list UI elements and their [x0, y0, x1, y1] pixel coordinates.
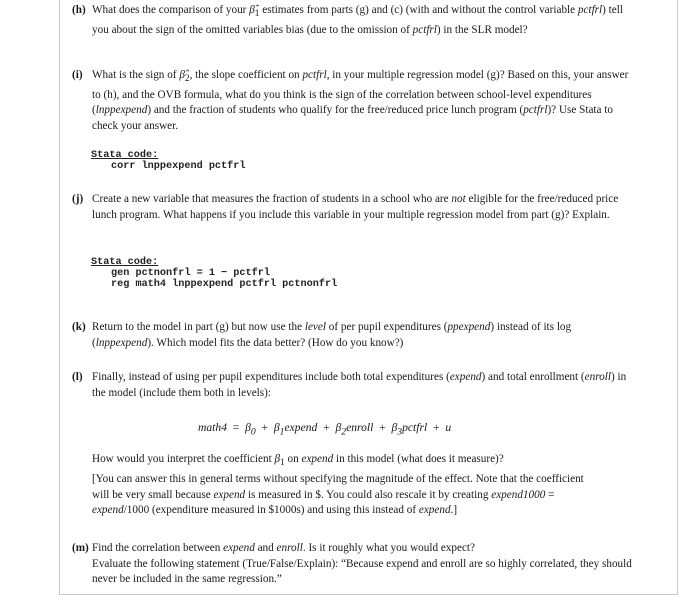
question-text: What does the comparison of your $\betâ_1$ estimates from parts (g) and (c) (with and without the control variable pctfrl) tell you about the sign of the omitted variables bias (due to the omission of pctfrl) in the SLR model?	[92, 4, 623, 36]
question-j	[72, 192, 632, 223]
question-k	[72, 320, 632, 351]
question-text: Finally, instead of using per pupil expenditures include both total expenditures (expend) and total enrollment (enroll) in the model (include them both in levels):	[92, 371, 627, 399]
question-label: (m)	[72, 542, 89, 554]
stata-code-block	[91, 257, 337, 290]
question-h	[72, 3, 632, 38]
code-header: Stata code:	[91, 150, 159, 161]
question-l	[72, 370, 632, 401]
question-text: Find the correlation between expend and enroll. Is it roughly what you would expect?	[92, 542, 475, 554]
question-label: (l)	[72, 371, 83, 383]
question-i	[72, 68, 632, 135]
stata-code-block	[91, 150, 246, 172]
code-line: gen pctnonfrl = 1 − pctfrl	[111, 268, 270, 279]
question-label: (k)	[72, 321, 86, 333]
rescale-note: [You can answer this in general terms without specifying the magnitude of the effect. Note that the coefficient will be very small because expend is measured in $. You could also rescale it by creating expend1000 = expend/1000 (expenditure measured in $1000s) and using this instead of expend.]	[92, 473, 584, 517]
question-text: Return to the model in part (g) but now use the level of per pupil expenditures (ppexpend) instead of its log (lnppexpend). Which model fits the data better? (How do you know?)	[92, 321, 572, 349]
regression-equation: math4 = $\beta_0$ + $\beta_1expend$ + $\beta_2enroll$ + $\beta_3pctfrl + u$	[198, 421, 452, 438]
code-line: corr lnppexpend pctfrl	[111, 161, 246, 172]
interpretation-question: How would you interpret the coefficient $\beta_1$ on expend in this model (what does it measure)?	[92, 453, 504, 469]
question-m	[72, 541, 632, 588]
question-label: (h)	[72, 4, 86, 16]
question-label: (i)	[72, 69, 83, 81]
question-text: Create a new variable that measures the fraction of students in a school who are not eligible for the free/reduced price lunch program. What happens if you include this variable in your multiple regression model from part (g)? Explain.	[92, 193, 619, 221]
question-label: (j)	[72, 193, 84, 205]
true-false-statement: Evaluate the following statement (True/False/Explain): “Because expend and enroll are so highly correlated, they should never be included in the same regression.”	[92, 557, 632, 586]
code-header: Stata code:	[91, 257, 159, 268]
question-text: What is the sign of $\betâ_2$, the slope coefficient on pctfrl, in your multiple regression model (g)? Based on this, your answer to (h), and the OVB formula, what do you think is the sign of the correlation between school-level expenditures (lnppexpend) and the fraction of students who qualify for the free/reduced price lunch program (pctfrl)? Use Stata to check your answer.	[92, 69, 629, 133]
code-line: reg math4 lnppexpend pctfrl pctnonfrl	[111, 279, 338, 290]
